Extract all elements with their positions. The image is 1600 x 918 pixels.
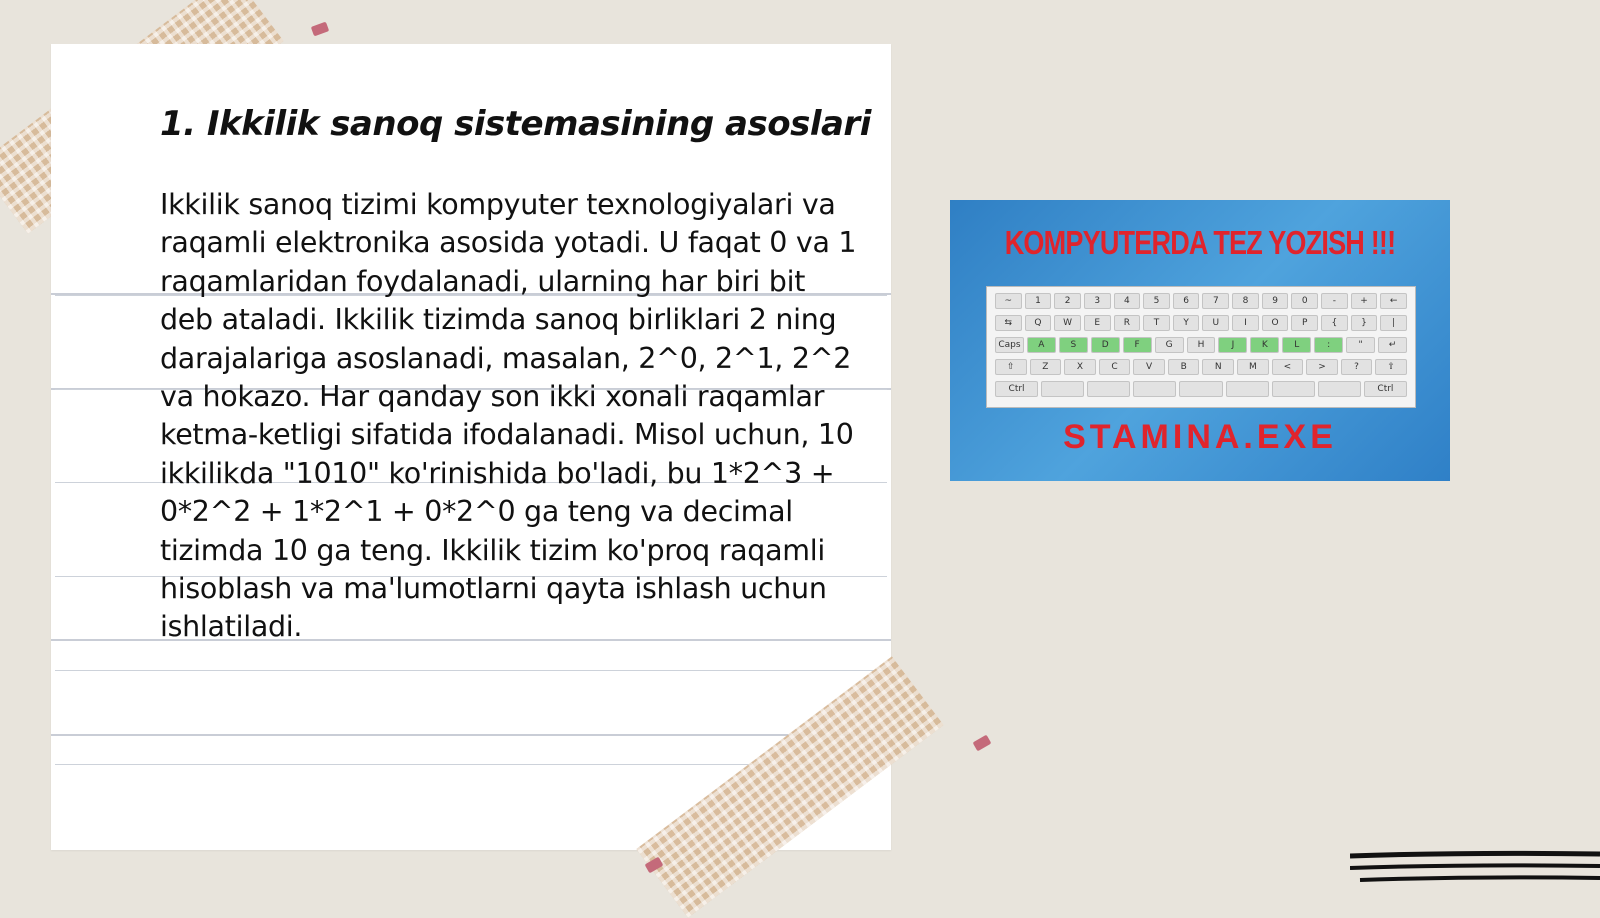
- keyboard-key: ←: [1380, 293, 1407, 309]
- keyboard-key: L: [1282, 337, 1311, 353]
- keyboard-key: V: [1133, 359, 1165, 375]
- keyboard-key: [1087, 381, 1130, 397]
- keyboard-key: Ctrl: [995, 381, 1038, 397]
- keyboard-row: [995, 381, 1407, 397]
- keyboard-key: :: [1314, 337, 1343, 353]
- keyboard-key: A: [1027, 337, 1056, 353]
- slide-body-text: Ikkilik sanoq tizimi kompyuter texnologiyalari va raqamli elektronika asosida yotadi. U faqat 0 va 1 raqamlaridan foydalanadi, ularning har biri bit deb ataladi. Ikkilik tizimda sanoq birliklari 2 ning darajalariga asoslanadi, masalan, 2^0, 2^1, 2^2 va hokazo. Har qanday son ikki xonali raqamlar ketma-ketligi sifatida ifodalanadi. Misol uchun, 10 ikkilikda "1010" ko'rinishida bo'ladi, bu 1*2^3 + 0*2^2 + 1*2^1 + 0*2^0 ga teng va decimal tizimda 10 ga teng. Ikkilik tizim ko'proq raqamli hisoblash va ma'lumotlarni qayta ishlash uchun ishlatiladi.: [160, 188, 857, 644]
- keyboard-key: R: [1114, 315, 1141, 331]
- keyboard-key: {: [1321, 315, 1348, 331]
- typing-tutor-image: [950, 200, 1450, 481]
- keyboard-key: 5: [1143, 293, 1170, 309]
- tape-pin-top: [311, 22, 329, 37]
- keyboard-key: S: [1059, 337, 1088, 353]
- keyboard-key: M: [1237, 359, 1269, 375]
- image-heading: KOMPYUTERDA TEZ YOZISH !!!: [1004, 224, 1396, 261]
- keyboard-key: ": [1346, 337, 1375, 353]
- keyboard-row: [995, 315, 1407, 331]
- keyboard-key: W: [1054, 315, 1081, 331]
- keyboard-key: X: [1064, 359, 1096, 375]
- keyboard-key: +: [1351, 293, 1378, 309]
- keyboard-key: [1179, 381, 1222, 397]
- keyboard-key: Ctrl: [1364, 381, 1407, 397]
- keyboard-key: ↵: [1378, 337, 1407, 353]
- keyboard-key: B: [1168, 359, 1200, 375]
- keyboard-key: [1226, 381, 1269, 397]
- keyboard-key: 6: [1173, 293, 1200, 309]
- keyboard-key: ⇆: [995, 315, 1022, 331]
- tape-pin-right: [973, 735, 992, 752]
- keyboard-key: O: [1262, 315, 1289, 331]
- keyboard-key: U: [1202, 315, 1229, 331]
- keyboard-key: -: [1321, 293, 1348, 309]
- keyboard-key: Q: [1025, 315, 1052, 331]
- decorative-lines: [1350, 848, 1600, 888]
- keyboard-key: 1: [1025, 293, 1052, 309]
- keyboard-key: E: [1084, 315, 1111, 331]
- keyboard-key: K: [1250, 337, 1279, 353]
- keyboard-key: 0: [1291, 293, 1318, 309]
- keyboard-key: [1272, 381, 1315, 397]
- keyboard-key: ~: [995, 293, 1022, 309]
- keyboard-key: Z: [1030, 359, 1062, 375]
- keyboard-row: [995, 337, 1407, 353]
- keyboard-key: <: [1272, 359, 1304, 375]
- keyboard-key: 7: [1202, 293, 1229, 309]
- keyboard-key: N: [1202, 359, 1234, 375]
- image-footer: STAMINA.EXE: [1063, 418, 1337, 456]
- keyboard-key: ?: [1341, 359, 1373, 375]
- keyboard-key: Caps: [995, 337, 1024, 353]
- keyboard-key: 2: [1054, 293, 1081, 309]
- keyboard-key: G: [1155, 337, 1184, 353]
- keyboard-key: 9: [1262, 293, 1289, 309]
- keyboard-key: H: [1187, 337, 1216, 353]
- keyboard-key: >: [1306, 359, 1338, 375]
- keyboard-key: T: [1143, 315, 1170, 331]
- keyboard-row: [995, 293, 1407, 309]
- slide-title: 1. Ikkilik sanoq sistemasining asoslari: [160, 104, 871, 144]
- keyboard-key: I: [1232, 315, 1259, 331]
- keyboard-row: [995, 359, 1407, 375]
- keyboard-key: |: [1380, 315, 1407, 331]
- keyboard-key: C: [1099, 359, 1131, 375]
- keyboard-illustration: [986, 286, 1416, 408]
- keyboard-key: 4: [1114, 293, 1141, 309]
- keyboard-key: F: [1123, 337, 1152, 353]
- keyboard-key: [1041, 381, 1084, 397]
- keyboard-key: [1318, 381, 1361, 397]
- keyboard-key: ⇧: [995, 359, 1027, 375]
- keyboard-key: [1133, 381, 1176, 397]
- keyboard-key: Y: [1173, 315, 1200, 331]
- keyboard-key: 3: [1084, 293, 1111, 309]
- keyboard-key: }: [1351, 315, 1378, 331]
- keyboard-key: 8: [1232, 293, 1259, 309]
- keyboard-key: P: [1291, 315, 1318, 331]
- keyboard-key: J: [1218, 337, 1247, 353]
- keyboard-key: ⇧: [1375, 359, 1407, 375]
- keyboard-key: D: [1091, 337, 1120, 353]
